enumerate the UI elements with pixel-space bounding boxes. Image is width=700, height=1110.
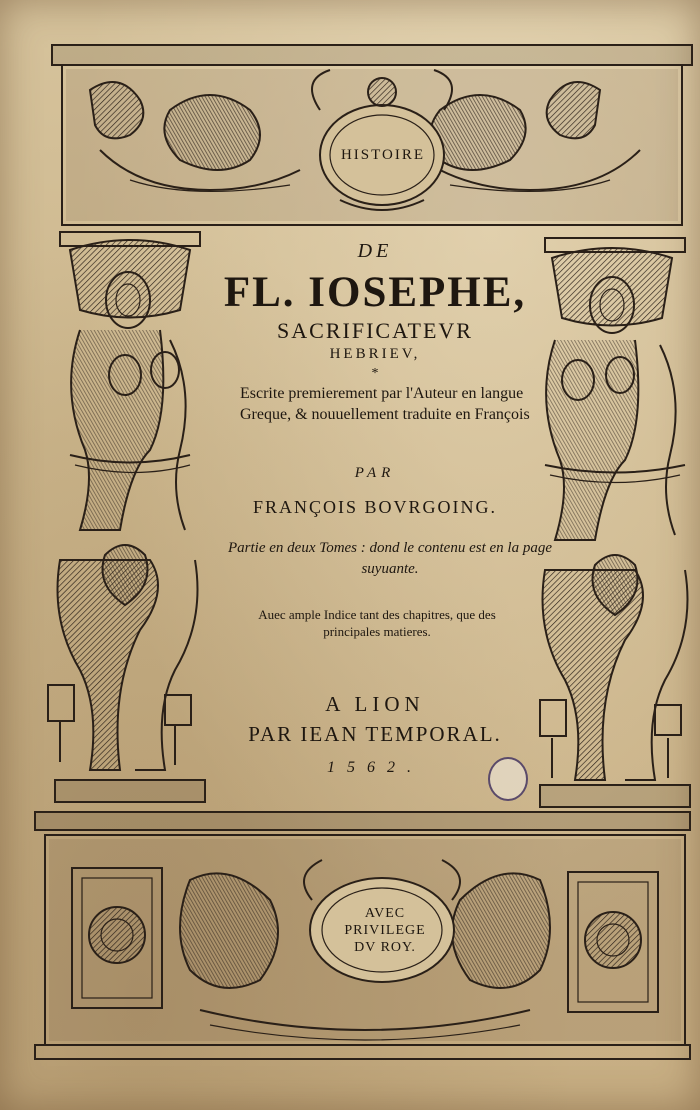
author-office-line1: SACRIFICATEVR xyxy=(277,318,473,343)
author-name: FL. IOSEPHE, xyxy=(223,269,527,316)
privilege-cartouche xyxy=(310,905,460,956)
description: Escrite premierement par l'Auteur en langue Greque, & nouuellement traduite en François xyxy=(240,385,530,423)
privilege-line: PRIVILEGE xyxy=(344,923,426,938)
index-note: Auec ample Indice tant des chapitres, que des principales matieres. xyxy=(258,607,496,639)
top-frieze xyxy=(52,45,692,225)
library-stamp-text xyxy=(490,759,526,771)
imprint-printer: PAR IEAN TEMPORAL. xyxy=(248,722,502,746)
title-de: DE xyxy=(357,240,393,262)
cartouche-title: HISTOIRE xyxy=(340,147,426,163)
volumes-note: Partie en deux Tomes : dond le contenu est en la page suyuante. xyxy=(228,540,552,577)
library-stamp xyxy=(488,757,528,801)
ornament-asterisk: * xyxy=(371,366,379,381)
par-label: PAR xyxy=(354,465,396,481)
right-caryatid-pillar xyxy=(540,238,690,807)
translator-name: FRANÇOIS BOVRGOING. xyxy=(252,497,498,517)
imprint-city: A LION xyxy=(325,692,425,716)
left-caryatid-pillar xyxy=(48,232,205,802)
privilege-line: AVEC xyxy=(364,906,406,921)
imprint-year: 1562. xyxy=(327,759,423,776)
author-office-line2: HEBRIEV, xyxy=(329,346,421,362)
privilege-line: DV ROY. xyxy=(354,940,416,955)
